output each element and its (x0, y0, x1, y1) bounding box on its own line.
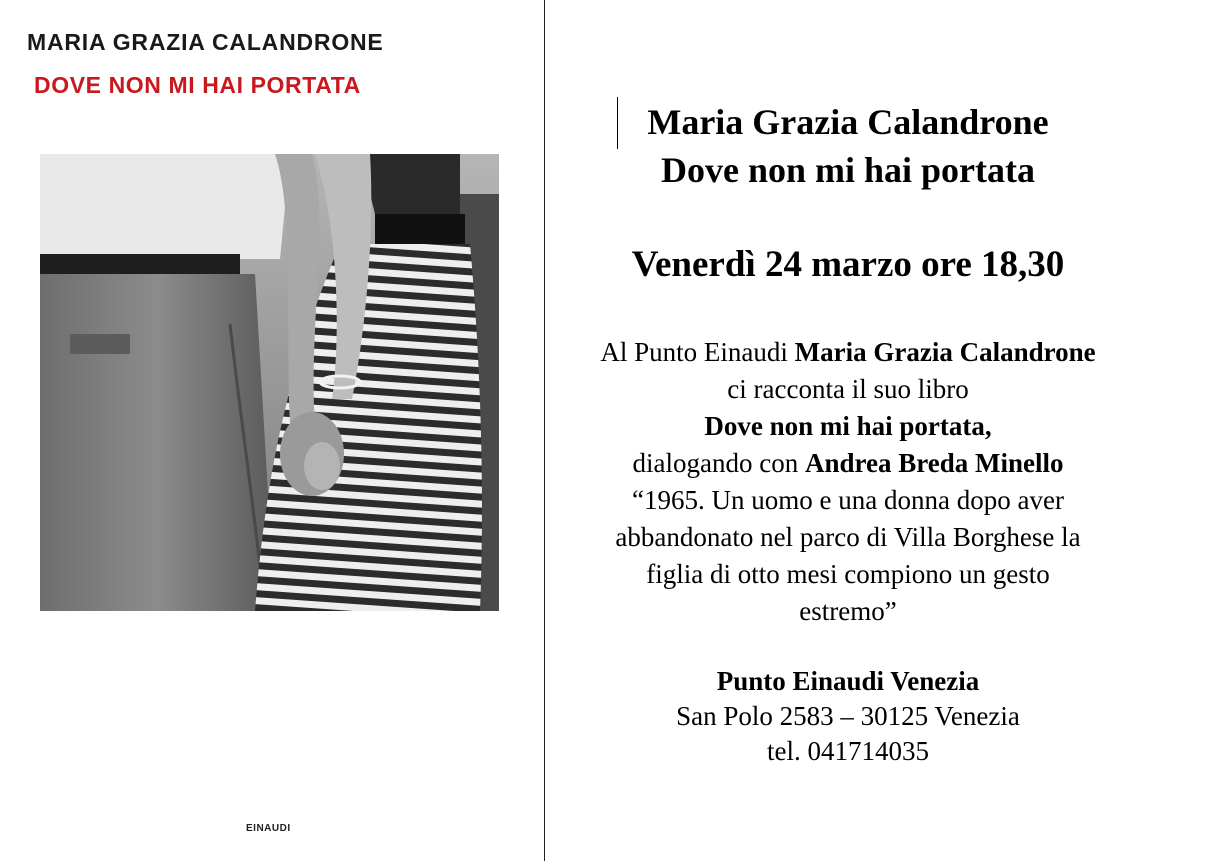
book-cover (0, 0, 545, 861)
quote-line: estremo” (799, 596, 897, 626)
quote-line: “1965. Un uomo e una donna dopo aver (632, 485, 1064, 515)
dialog-guest: Andrea Breda Minello (804, 448, 1064, 478)
dialog-prefix: dialogando con (632, 448, 805, 478)
heading-title: Dove non mi hai portata (660, 150, 1035, 190)
cover-title: DOVE NON MI HAI PORTATA (34, 72, 361, 98)
event-poster (548, 0, 1208, 861)
heading-author: Maria Grazia Calandrone (647, 102, 1049, 142)
dialog-line (548, 448, 1148, 479)
quote-line: abbandonato nel parco di Villa Borghese la (615, 522, 1081, 552)
venue-name: Punto Einaudi Venezia (716, 666, 980, 696)
cover-author: MARIA GRAZIA CALANDRONE (27, 29, 384, 55)
cover-publisher: EINAUDI (246, 823, 291, 834)
intro-prefix: Al Punto Einaudi (600, 337, 795, 367)
tells-line: ci racconta il suo libro (727, 374, 969, 404)
book-title-line: Dove non mi hai portata, (704, 411, 992, 441)
quote-line: figlia di otto mesi compiono un gesto (646, 559, 1050, 589)
intro-author: Maria Grazia Calandrone (794, 337, 1096, 367)
venue-phone: tel. 041714035 (767, 736, 929, 766)
event-date-time: Venerdì 24 marzo ore 18,30 (631, 244, 1065, 285)
venue-address: San Polo 2583 – 30125 Venezia (676, 701, 1020, 731)
cover-photo-illustration (40, 154, 499, 611)
intro-line (548, 337, 1148, 368)
cover-photo (40, 154, 499, 611)
